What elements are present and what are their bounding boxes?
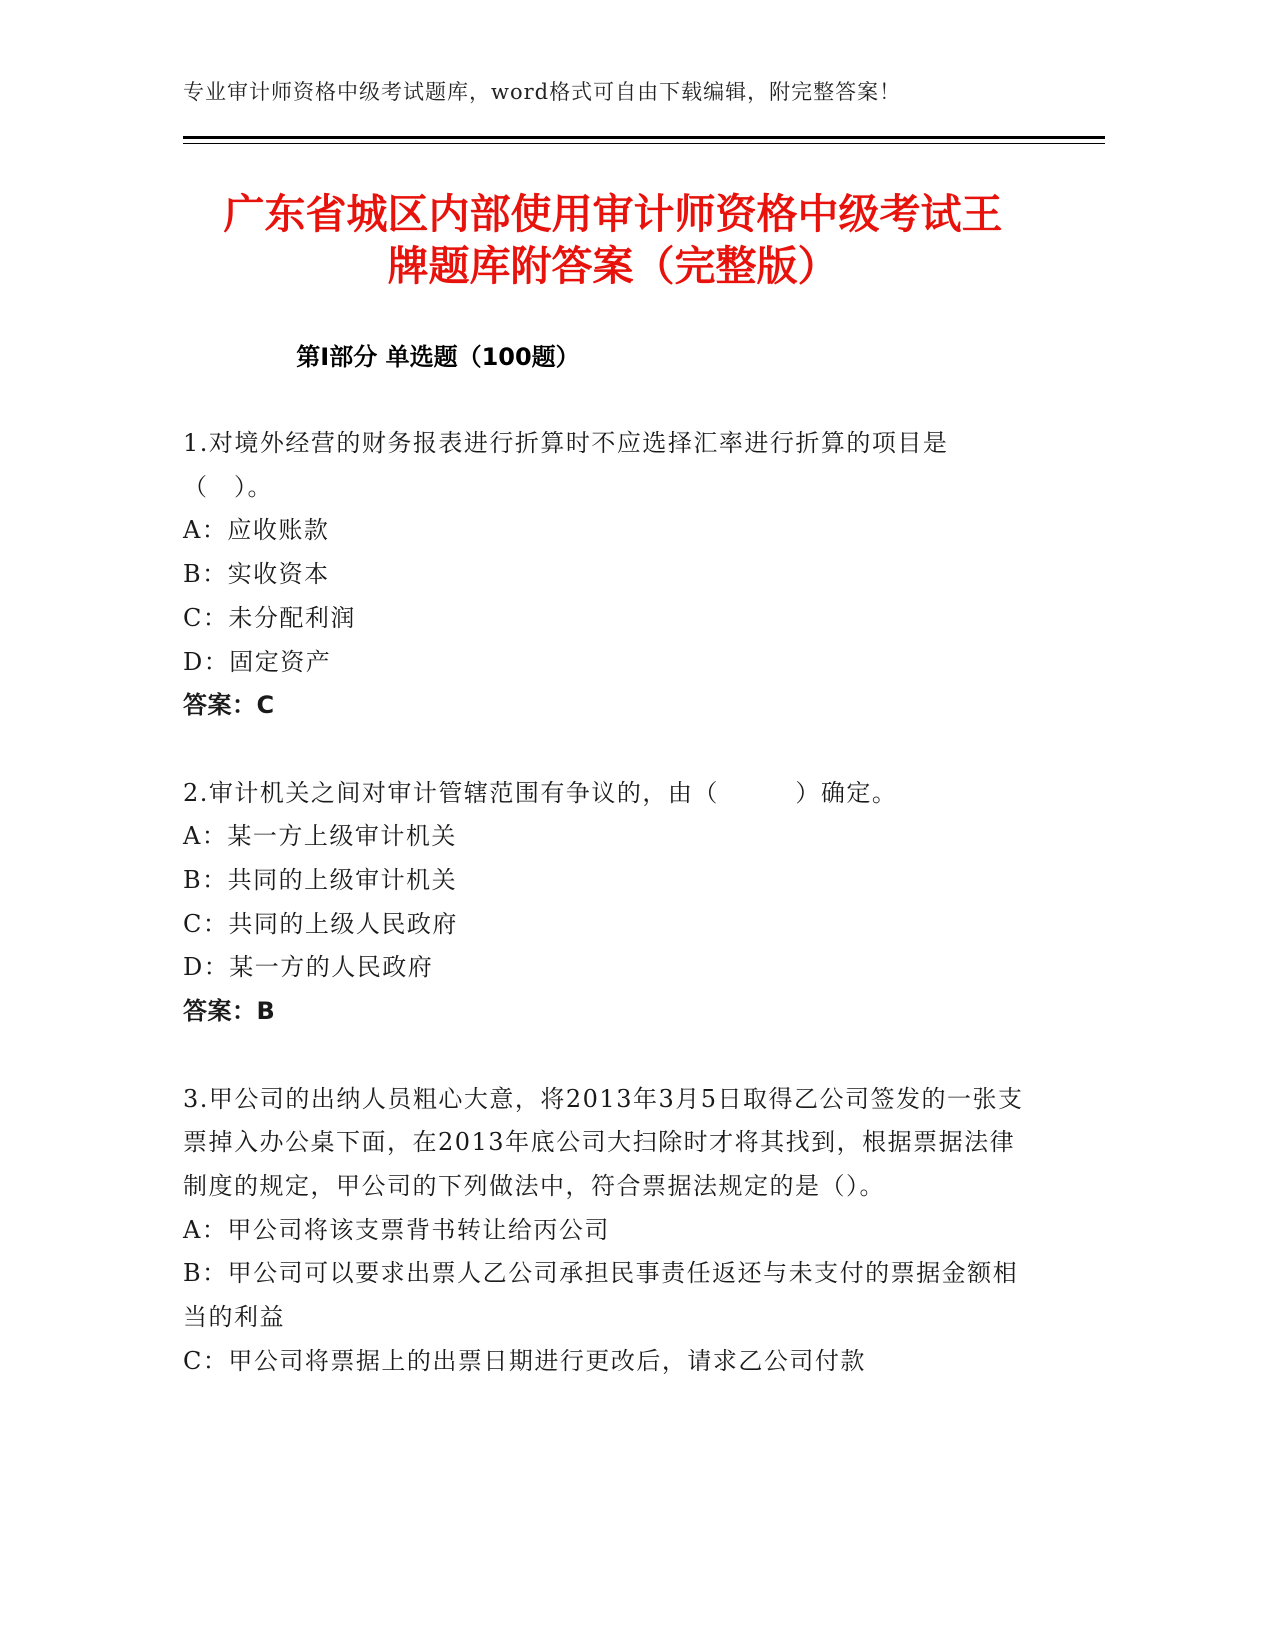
option-d: D：固定资产 (183, 647, 332, 676)
question-list (183, 422, 1033, 1427)
option-d: D：某一方的人民政府 (183, 953, 434, 982)
option-a: A：甲公司将该支票背书转让给丙公司 (183, 1215, 610, 1244)
title-line-1: 广东省城区内部使用审计师资格中级考试王 (223, 190, 1003, 238)
answer: 答案：B (183, 997, 276, 1026)
section-title: 第Ⅰ部分 单选题（100题） (296, 343, 580, 371)
option-b: B：共同的上级审计机关 (183, 866, 458, 895)
question-stem: 3.甲公司的出纳人员粗心大意，将2013年3月5日取得乙公司签发的一张支票掉入办公桌下面，在2013年底公司大扫除时才将其找到，根据票据法律制度的规定，甲公司的下列做法中，符合票据法规定的是（）。 (183, 1084, 1024, 1200)
header-rule-thick (183, 136, 1105, 139)
option-a: A：某一方上级审计机关 (183, 822, 457, 851)
header-rule-thin (183, 143, 1105, 144)
option-b: B：实收资本 (183, 560, 330, 589)
question-3 (183, 1078, 1033, 1384)
title-line-2: 牌题库附答案（完整版） (387, 242, 839, 290)
option-c: C：甲公司将票据上的出票日期进行更改后，请求乙公司付款 (183, 1346, 866, 1375)
question-stem: 2.审计机关之间对审计管辖范围有争议的，由（ ）确定。 (183, 778, 898, 807)
question-stem: 1.对境外经营的财务报表进行折算时不应选择汇率进行折算的项目是（ ）。 (183, 429, 949, 501)
option-c: C：未分配利润 (183, 603, 356, 632)
question-1 (183, 422, 1033, 728)
document-title (183, 188, 1043, 292)
question-2 (183, 772, 1033, 1034)
option-a: A：应收账款 (183, 516, 330, 545)
header-note: 专业审计师资格中级考试题库，word格式可自由下载编辑，附完整答案！ (183, 80, 902, 104)
option-b: B：甲公司可以要求出票人乙公司承担民事责任返还与未支付的票据金额相当的利益 (183, 1259, 1019, 1332)
answer: 答案：C (183, 691, 275, 720)
option-c: C：共同的上级人民政府 (183, 909, 458, 938)
